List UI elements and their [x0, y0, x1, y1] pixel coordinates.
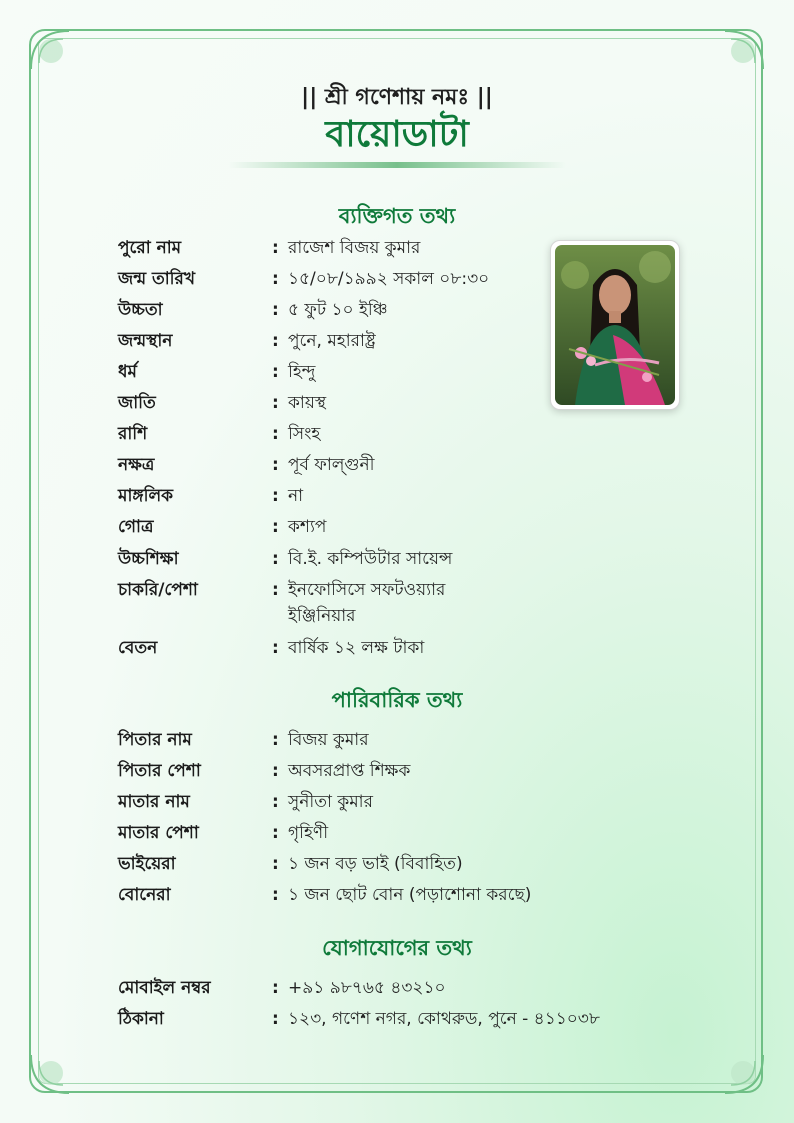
row-separator: : [272, 455, 279, 475]
row-separator: : [272, 761, 279, 781]
row-separator: : [272, 638, 279, 658]
row-label: উচ্চশিক্ষা [118, 549, 179, 569]
row-separator: : [272, 1009, 279, 1029]
row-label: পিতার পেশা [118, 761, 201, 781]
row-label: বেতন [118, 638, 158, 658]
row-value: সুনীতা কুমার [288, 792, 373, 812]
row-value: সিংহ [288, 424, 321, 444]
row-value: ইনফোসিসে সফটওয়্যার ইঞ্জিনিয়ার [288, 580, 446, 626]
row-separator: : [272, 424, 279, 444]
corner-ornament-icon [29, 29, 73, 73]
row-value: +৯১ ৯৮৭৬৫ ৪৩২১০ [288, 978, 446, 998]
row-separator: : [272, 300, 279, 320]
row-value: ১৫/০৮/১৯৯২ সকাল ০৮:৩০ [288, 269, 490, 289]
row-label: বোনেরা [118, 885, 171, 905]
row-separator: : [272, 978, 279, 998]
row-value: রাজেশ বিজয় কুমার [288, 238, 421, 258]
corner-ornament-icon [29, 1051, 73, 1095]
row-label: পুরো নাম [118, 238, 182, 258]
row-separator: : [272, 238, 279, 258]
row-label: রাশি [118, 424, 148, 444]
row-label: জন্মস্থান [118, 331, 173, 351]
row-value: বার্ষিক ১২ লক্ষ টাকা [288, 638, 425, 658]
row-separator: : [272, 549, 279, 569]
row-separator: : [272, 517, 279, 537]
invocation-text: || শ্রী গণেশায় নমঃ || [301, 85, 493, 110]
row-value: ১২৩, গণেশ নগর, কোথরুড, পুনে - ৪১১০৩৮ [288, 1009, 600, 1029]
corner-ornament-icon [721, 1051, 765, 1095]
row-label: ধর্ম [118, 362, 137, 382]
row-label: মাতার পেশা [118, 823, 199, 843]
row-label: চাকরি/পেশা [118, 580, 198, 600]
portrait-image-icon [555, 245, 675, 405]
row-value: না [288, 486, 304, 506]
row-label: জাতি [118, 393, 156, 413]
row-separator: : [272, 823, 279, 843]
row-label: জন্ম তারিখ [118, 269, 196, 289]
row-value: হিন্দু [288, 362, 316, 382]
row-label: মাতার নাম [118, 792, 190, 812]
row-separator: : [272, 792, 279, 812]
page-title: বায়োডাটা [325, 114, 469, 155]
row-separator: : [272, 331, 279, 351]
title-divider [228, 162, 566, 168]
row-value: ৫ ফুট ১০ ইঞ্চি [288, 300, 388, 320]
row-label: নক্ষত্র [118, 455, 155, 475]
row-value: ১ জন বড় ভাই (বিবাহিত) [288, 854, 463, 874]
row-value: অবসরপ্রাপ্ত শিক্ষক [288, 761, 411, 781]
section-title-contact: যোগাযোগের তথ্য [322, 936, 472, 960]
row-label: ঠিকানা [118, 1009, 164, 1029]
row-separator: : [272, 580, 279, 600]
corner-ornament-icon [721, 29, 765, 73]
row-separator: : [272, 730, 279, 750]
row-value: পুনে, মহারাষ্ট্র [288, 331, 376, 351]
section-title-family: পারিবারিক তথ্য [331, 688, 463, 712]
row-label: মাঙ্গলিক [118, 486, 174, 506]
row-label: উচ্চতা [118, 300, 163, 320]
row-separator: : [272, 393, 279, 413]
row-separator: : [272, 885, 279, 905]
row-value: বিজয় কুমার [288, 730, 369, 750]
row-label: পিতার নাম [118, 730, 192, 750]
row-value: গৃহিণী [288, 823, 329, 843]
section-title-personal: ব্যক্তিগত তথ্য [338, 204, 456, 228]
profile-photo [550, 240, 680, 410]
row-label: মোবাইল নম্বর [118, 978, 211, 998]
row-separator: : [272, 269, 279, 289]
row-label: ভাইয়েরা [118, 854, 176, 874]
row-separator: : [272, 362, 279, 382]
row-value: বি.ই. কম্পিউটার সায়েন্স [288, 549, 453, 569]
row-separator: : [272, 854, 279, 874]
row-separator: : [272, 486, 279, 506]
row-value: পূর্ব ফাল্গুনী [288, 455, 375, 475]
row-label: গোত্র [118, 517, 154, 537]
row-value: ১ জন ছোট বোন (পড়াশোনা করছে) [288, 885, 532, 905]
row-value: কশ্যপ [288, 517, 327, 537]
row-value: কায়স্থ [288, 393, 327, 413]
